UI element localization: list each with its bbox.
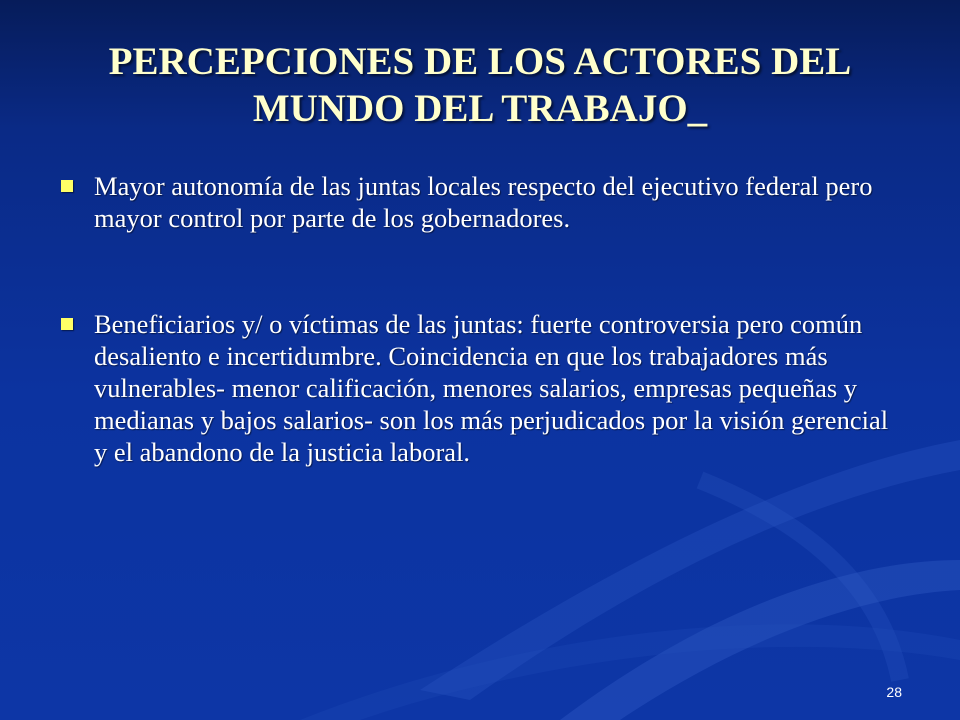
page-number: 28: [886, 684, 902, 700]
square-bullet-icon: [61, 318, 73, 330]
square-bullet-icon: [61, 180, 73, 192]
bullet-text: Mayor autonomía de las juntas locales respecto del ejecutivo federal pero mayor control por parte de los gobernadores.: [94, 171, 873, 233]
bullet-list: [56, 170, 906, 468]
bullet-item: [56, 170, 906, 234]
bullet-item: [56, 308, 906, 468]
slide-title: PERCEPCIONES DE LOS ACTORES DEL MUNDO DEL TRABAJO_: [108, 40, 852, 130]
bullet-text: Beneficiarios y/ o víctimas de las juntas: fuerte controversia pero común desaliento e incertidumbre. Coincidencia en que los trabajadores más vulnerables- menor calificación, menores salarios, empresas pequeñas y medianas y bajos salarios- son los más perjudicados por la visión gerencial y el abandono de la justicia laboral.: [94, 309, 889, 467]
